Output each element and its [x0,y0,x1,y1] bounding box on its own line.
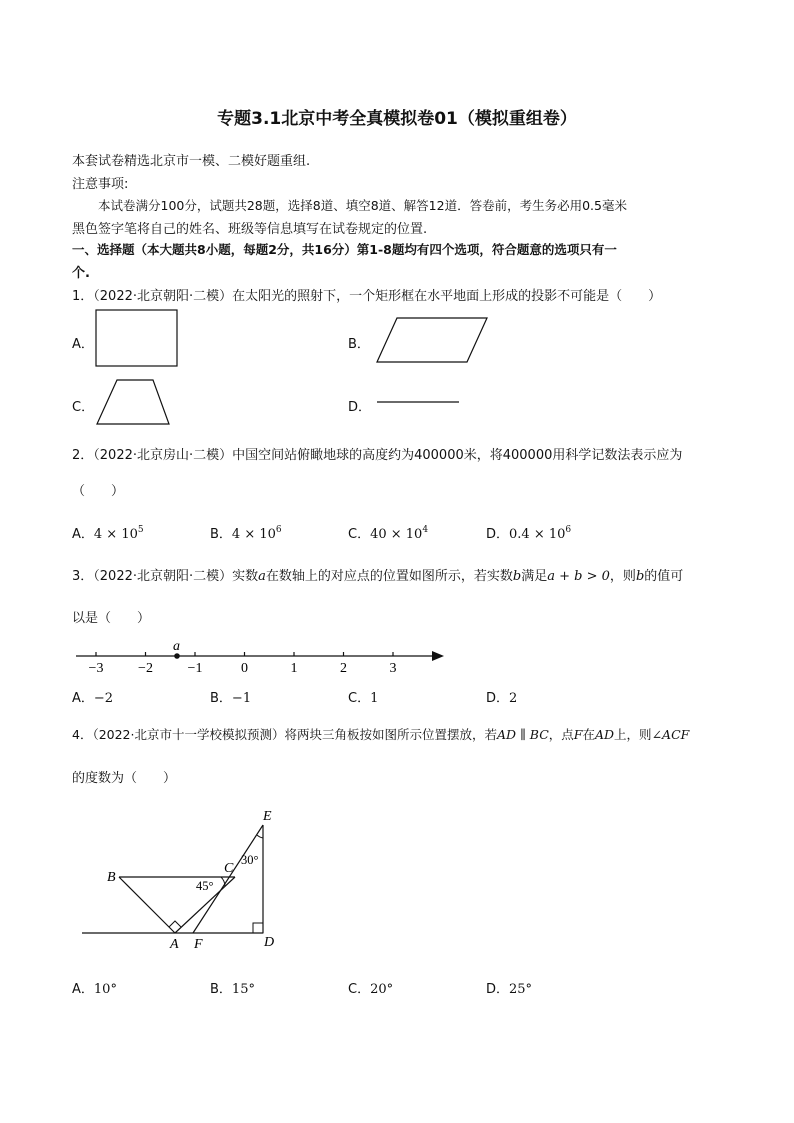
q2-option-c[interactable]: C．$40 \times 10^4$ [348,525,429,542]
tick-label: −2 [138,661,153,676]
q3-option-b[interactable]: B．−1 [210,691,252,706]
label-f: F [194,937,203,952]
q4-option-c[interactable]: C．20° [348,982,394,997]
q1-option-c-label[interactable]: C． [72,400,95,415]
angle-arc-30 [257,835,263,838]
tick-label: 0 [241,661,248,676]
point-a-label: a [173,639,180,654]
intro-text: 本套试卷精选北京市一模、二模好题重组. [72,154,311,169]
tick-label: 3 [389,661,397,676]
label-angle-45: 45° [196,879,214,893]
notice-line-1: 本试卷满分100分，试题共28题，选择8道、填空8道、解答12道．答卷前，考生务必用0.5毫米 [98,198,627,213]
q1-stem: 1．（2022·北京朝阳·二模）在太阳光的照射下，一个矩形框在水平地面上形成的投影不可能是（ ） [72,289,662,304]
q4-stem: 4．（2022·北京市十一学校模拟预测）将两块三角板按如图所示位置摆放，若AD ∥ BC，点F在AD上，则∠ACF [72,727,690,742]
q1-option-b-label[interactable]: B． [348,337,370,352]
right-angle-mark-a [169,921,181,927]
label-angle-30: 30° [241,853,259,867]
q3-option-d[interactable]: D．2 [486,691,518,706]
q4-option-a[interactable]: A．10° [72,982,117,997]
q1-option-d-label[interactable]: D． [348,400,372,415]
tick-label: 1 [290,661,298,676]
q3-option-a[interactable]: A．−2 [72,691,114,706]
angle-arc-45 [221,877,225,886]
q2-option-b[interactable]: B．$4 \times 10^6$ [210,525,282,542]
q2-stem: 2．（2022·北京房山·二模）中国空间站俯瞰地球的高度约为400000米，将400000用科学记数法表示应为 [72,448,683,463]
tick-label: −1 [187,661,203,676]
q2-option-a[interactable]: A．$4 \times 10^5$ [72,525,144,542]
label-c: C [224,861,234,876]
tick-label: −3 [88,661,104,676]
label-b: B [107,870,116,885]
q3-stem-cont: 以是（ ） [72,611,151,626]
right-angle-mark-d [253,923,263,933]
label-e: E [263,809,272,824]
q4-stem-cont: 的度数为（ ） [72,771,177,786]
label-d: D [264,935,275,950]
q4-option-b[interactable]: B．15° [210,982,255,997]
section1-heading-cont: 个. [72,266,90,281]
q1-option-a-label[interactable]: A． [72,337,94,352]
q3-stem: 3．（2022·北京朝阳·二模）实数a在数轴上的对应点的位置如图所示，若实数b满足a + b > 0，则b的值可 [72,569,684,584]
notice-heading: 注意事项: [72,177,129,192]
q2-option-d[interactable]: D．$0.4 \times 10^6$ [486,525,572,542]
section1-heading: 一、选择题（本大题共8小题，每题2分，共16分）第1-8题均有四个选项，符合题意的选项只有一 [72,242,617,257]
label-a: A [170,937,179,952]
page-title: 专题3.1北京中考全真模拟卷01（模拟重组卷） [217,109,577,129]
notice-line-2: 黑色签字笔将自己的姓名、班级等信息填写在试卷规定的位置. [72,222,428,237]
tick-label: 2 [340,661,347,676]
q4-option-d[interactable]: D．25° [486,982,533,997]
q2-paren: （ ） [72,484,125,499]
q3-option-c[interactable]: C．1 [348,691,379,706]
line-ba [119,877,175,933]
